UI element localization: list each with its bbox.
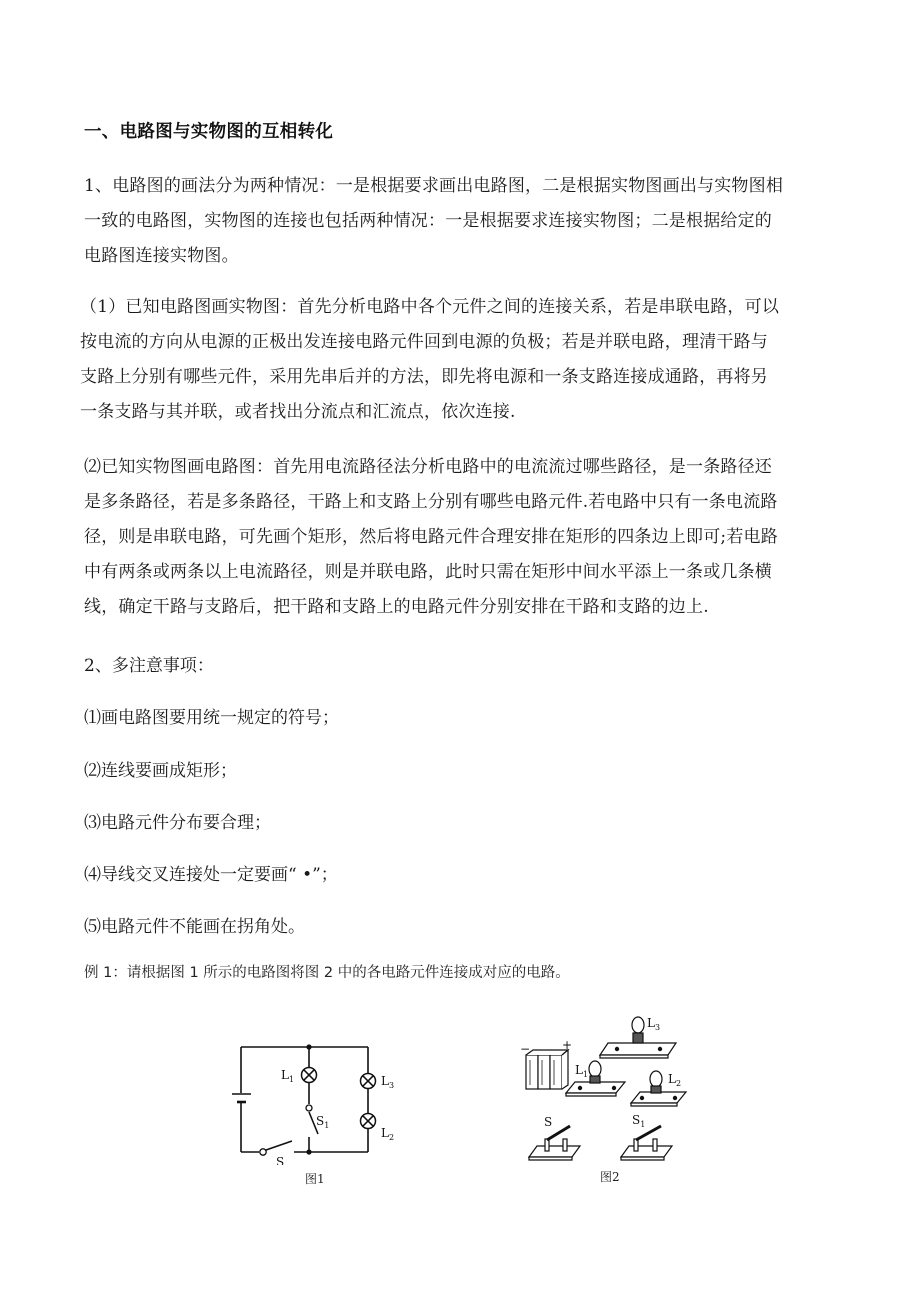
note-item-2: ⑵连线要画成矩形；	[84, 761, 237, 781]
switch-s-board	[529, 1126, 580, 1160]
svg-text:S1: $S_1$	[632, 1113, 646, 1129]
figure-2-caption: 图2	[600, 1170, 620, 1184]
figure-1-caption: 图1	[305, 1172, 325, 1186]
text-line: 1、电路图的画法分为两种情况：一是根据要求画出电路图，二是根据实物图画出与实物图相	[84, 176, 784, 196]
svg-text:S: S	[276, 1155, 285, 1165]
text-line: 径，则是串联电路，可先画个矩形，然后将电路元件合理安排在矩形的四条边上即可;若电路	[84, 527, 778, 547]
text-line: （1）已知电路图画实物图：首先分析电路中各个元件之间的连接关系，若是串联电路，可以	[80, 297, 780, 317]
text-line: 是多条路径，若是多条路径，干路上和支路上分别有哪些电路元件.若电路中只有一条电流路	[84, 492, 778, 512]
switch-s1-board	[621, 1126, 672, 1160]
svg-text:S1: $S_1$	[316, 1114, 330, 1130]
lamp-l3-board	[600, 1017, 676, 1058]
lamp-l1-symbol	[302, 1068, 317, 1083]
text-line: 电路图连接实物图。	[84, 246, 239, 266]
section-title: 一、电路图与实物图的互相转化	[84, 122, 334, 142]
text-line: ⑵已知实物图画电路图：首先用电流路径法分析电路中的电流流过哪些路径，是一条路径还	[84, 457, 772, 477]
text-line: 一条支路与其并联，或者找出分流点和汇流点，依次连接.	[80, 402, 516, 422]
svg-text:+: +	[562, 1038, 573, 1052]
svg-text:L1: $L_1$	[281, 1068, 295, 1084]
note-item-4: ⑷导线交叉连接处一定要画“ •”；	[84, 865, 338, 885]
lamp-l3-symbol	[361, 1074, 376, 1089]
text-line: 按电流的方向从电源的正极出发连接电路元件回到电源的负极；若是并联电路，理清干路与	[80, 332, 768, 352]
svg-text:S: S	[544, 1115, 553, 1129]
text-line: 支路上分别有哪些元件，采用先串后并的方法，即先将电源和一条支路连接成通路，再将另	[80, 367, 768, 387]
note-item-5: ⑸电路元件不能画在拐角处。	[84, 917, 305, 937]
svg-text:L2: $L_2$	[668, 1072, 682, 1088]
sub-point-2-paragraph	[84, 450, 836, 625]
svg-text:L3: $L_3$	[381, 1074, 395, 1090]
note-item-3: ⑶电路元件分布要合理；	[84, 813, 271, 833]
text-line: 一致的电路图，实物图的连接也包括两种情况：一是根据要求连接实物图；二是根据给定的	[84, 211, 772, 231]
svg-text:L2: $L_2$	[381, 1126, 395, 1142]
figure-1-circuit-diagram	[225, 1035, 395, 1165]
sub-point-1-paragraph	[80, 290, 832, 430]
figure-2-physical-components	[510, 1010, 700, 1170]
point-2-title: 2、多注意事项：	[84, 656, 214, 676]
text-line: 中有两条或两条以上电流路径，则是并联电路，此时只需在矩形中间水平添上一条或几条横	[84, 562, 772, 582]
lamp-l2-symbol	[361, 1114, 376, 1129]
example-1-prompt: 例 1：请根据图 1 所示的电路图将图 2 中的各电路元件连接成对应的电路。	[84, 965, 570, 981]
lamp-l2-board	[631, 1071, 686, 1106]
text-line: 线，确定干路与支路后，把干路和支路上的电路元件分别安排在干路和支路的边上.	[84, 597, 709, 617]
point-1-paragraph	[84, 169, 836, 274]
battery-pack	[526, 1050, 568, 1089]
note-item-1: ⑴画电路图要用统一规定的符号；	[84, 708, 339, 728]
svg-text:L1: $L_1$	[575, 1063, 589, 1079]
svg-text:−: −	[520, 1042, 531, 1056]
svg-text:L3: $L_3$	[647, 1016, 661, 1032]
